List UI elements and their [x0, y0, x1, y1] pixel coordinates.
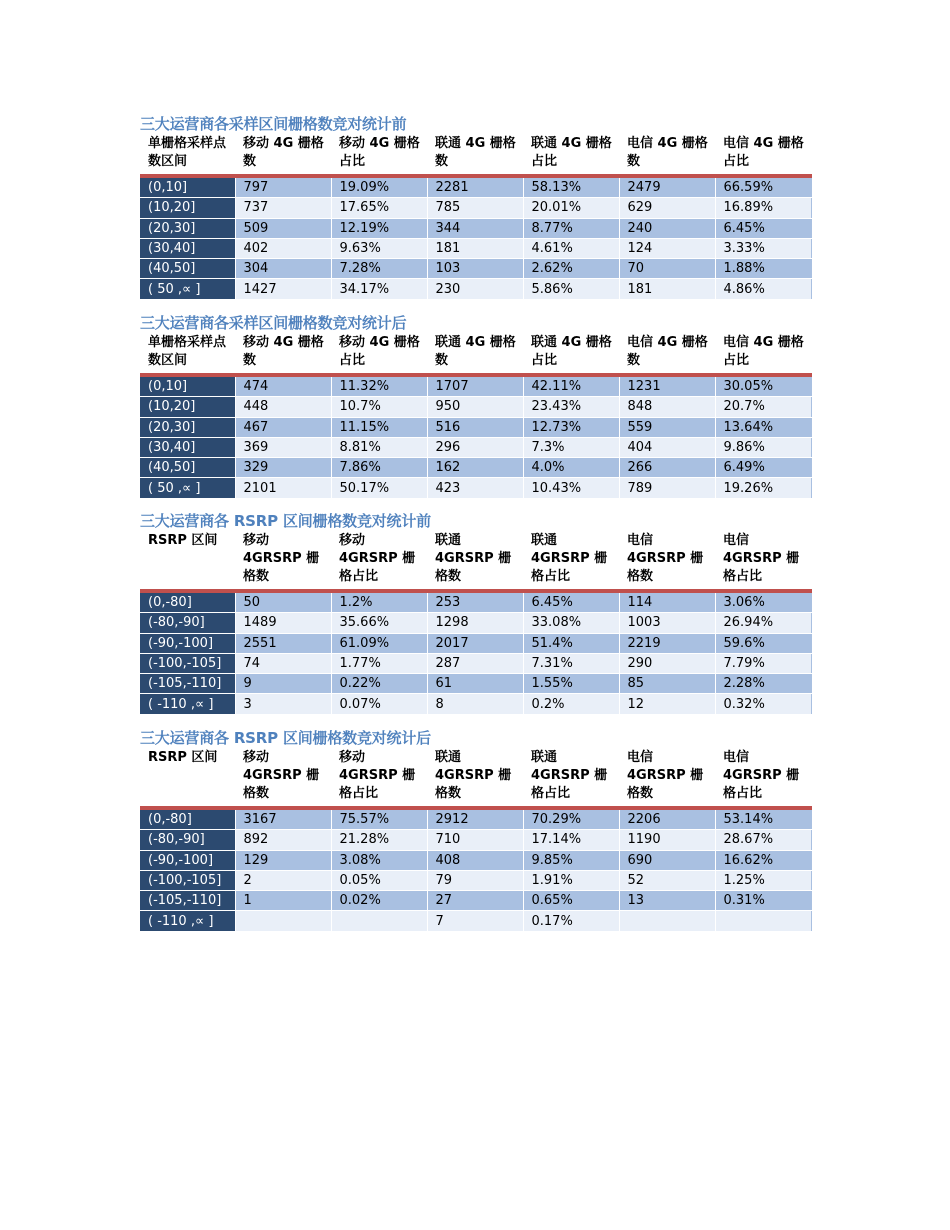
stats-table	[140, 334, 812, 499]
table-cell: 7	[427, 911, 523, 931]
table-cell: 3.06%	[715, 591, 811, 613]
table-cell: 2101	[235, 478, 331, 498]
table-cell: 710	[427, 830, 523, 850]
stats-table	[140, 532, 812, 715]
table-cell: 4.86%	[715, 279, 811, 299]
header-cell: 电信 4G 栅格数	[619, 135, 715, 176]
table-cell: 12	[619, 694, 715, 714]
table-cell: 0.07%	[331, 694, 427, 714]
table-cell: 8	[427, 694, 523, 714]
table-cell: 4.61%	[523, 238, 619, 258]
table-cell: 0.65%	[523, 891, 619, 911]
table-cell: 7.86%	[331, 458, 427, 478]
header-cell: 联通 4G 栅格数	[427, 334, 523, 375]
table-cell: 11.32%	[331, 375, 427, 397]
table-cell: 2017	[427, 633, 523, 653]
table-cell: 797	[235, 176, 331, 198]
table-cell: 12.73%	[523, 417, 619, 437]
table-cell: 329	[235, 458, 331, 478]
table-cell: 287	[427, 653, 523, 673]
table-cell: 59.6%	[715, 633, 811, 653]
table-row	[140, 279, 811, 299]
table-row	[140, 218, 811, 238]
row-label: (-100,-105]	[140, 870, 235, 890]
table-cell	[331, 911, 427, 931]
table-row	[140, 850, 811, 870]
table-cell: 1298	[427, 613, 523, 633]
table-row	[140, 478, 811, 498]
table-cell: 1.77%	[331, 653, 427, 673]
table-cell: 27	[427, 891, 523, 911]
table-cell: 1231	[619, 375, 715, 397]
row-label: (-100,-105]	[140, 653, 235, 673]
table-cell: 253	[427, 591, 523, 613]
table-cell: 785	[427, 198, 523, 218]
table-cell: 33.08%	[523, 613, 619, 633]
table-cell: 1427	[235, 279, 331, 299]
table-cell: 74	[235, 653, 331, 673]
table-cell: 0.2%	[523, 694, 619, 714]
header-cell: 联通 4GRSRP 栅格占比	[523, 749, 619, 808]
table-cell: 75.57%	[331, 808, 427, 830]
table-cell: 1.88%	[715, 259, 811, 279]
table-cell: 296	[427, 437, 523, 457]
table-row	[140, 613, 811, 633]
table-cell: 290	[619, 653, 715, 673]
table-cell: 0.31%	[715, 891, 811, 911]
header-cell: 联通 4G 栅格数	[427, 135, 523, 176]
table-row	[140, 259, 811, 279]
table-cell: 35.66%	[331, 613, 427, 633]
row-label: (20,30]	[140, 417, 235, 437]
table-cell: 85	[619, 674, 715, 694]
table-cell: 559	[619, 417, 715, 437]
table-row	[140, 891, 811, 911]
table-cell: 61.09%	[331, 633, 427, 653]
table-cell: 1190	[619, 830, 715, 850]
row-label: (40,50]	[140, 458, 235, 478]
table-cell: 50	[235, 591, 331, 613]
table-row	[140, 198, 811, 218]
table-cell: 3.33%	[715, 238, 811, 258]
header-cell: 移动 4GRSRP 栅格占比	[331, 749, 427, 808]
table-cell: 23.43%	[523, 397, 619, 417]
table-cell: 70	[619, 259, 715, 279]
table-cell: 5.86%	[523, 279, 619, 299]
table-row	[140, 417, 811, 437]
row-label: (-80,-90]	[140, 830, 235, 850]
header-cell: 联通 4G 栅格占比	[523, 334, 619, 375]
table-cell: 2219	[619, 633, 715, 653]
header-cell: RSRP 区间	[140, 532, 235, 591]
header-cell: 联通 4G 栅格占比	[523, 135, 619, 176]
table-cell: 789	[619, 478, 715, 498]
table-cell: 124	[619, 238, 715, 258]
table-cell: 950	[427, 397, 523, 417]
table-cell: 16.89%	[715, 198, 811, 218]
table-cell: 369	[235, 437, 331, 457]
header-cell: 电信 4GRSRP 栅格占比	[715, 749, 811, 808]
header-cell: 移动 4GRSRP 栅格占比	[331, 532, 427, 591]
table-cell: 70.29%	[523, 808, 619, 830]
table-cell: 0.22%	[331, 674, 427, 694]
table-section-sample-after	[140, 312, 810, 499]
table-cell: 20.01%	[523, 198, 619, 218]
table-cell: 2	[235, 870, 331, 890]
table-cell: 344	[427, 218, 523, 238]
table-row	[140, 176, 811, 198]
table-cell: 13	[619, 891, 715, 911]
table-cell: 10.43%	[523, 478, 619, 498]
table-row	[140, 375, 811, 397]
table-cell: 0.17%	[523, 911, 619, 931]
header-cell: 移动 4GRSRP 栅格数	[235, 749, 331, 808]
table-cell: 12.19%	[331, 218, 427, 238]
header-cell: 联通 4GRSRP 栅格数	[427, 749, 523, 808]
table-cell: 34.17%	[331, 279, 427, 299]
table-cell: 53.14%	[715, 808, 811, 830]
table-cell: 2.28%	[715, 674, 811, 694]
row-label: (10,20]	[140, 198, 235, 218]
stats-table	[140, 135, 812, 300]
table-cell: 26.94%	[715, 613, 811, 633]
table-cell: 6.45%	[715, 218, 811, 238]
header-cell: 单栅格采样点数区间	[140, 135, 235, 176]
table-row	[140, 830, 811, 850]
table-cell: 42.11%	[523, 375, 619, 397]
table-cell: 1.25%	[715, 870, 811, 890]
table-cell: 2912	[427, 808, 523, 830]
table-cell: 2479	[619, 176, 715, 198]
table-cell: 474	[235, 375, 331, 397]
table-cell: 0.32%	[715, 694, 811, 714]
row-label: ( -110 ,∝ ]	[140, 694, 235, 714]
table-cell: 162	[427, 458, 523, 478]
table-cell: 19.26%	[715, 478, 811, 498]
row-label: (-105,-110]	[140, 891, 235, 911]
header-cell: 电信 4GRSRP 栅格数	[619, 749, 715, 808]
table-section-rsrp-after	[140, 727, 810, 932]
row-label: (30,40]	[140, 238, 235, 258]
row-label: ( 50 ,∝ ]	[140, 478, 235, 498]
table-cell: 0.02%	[331, 891, 427, 911]
row-label: (-90,-100]	[140, 850, 235, 870]
table-cell: 467	[235, 417, 331, 437]
table-cell: 2206	[619, 808, 715, 830]
row-label: (-105,-110]	[140, 674, 235, 694]
table-cell: 7.31%	[523, 653, 619, 673]
table-cell: 50.17%	[331, 478, 427, 498]
row-label: (10,20]	[140, 397, 235, 417]
table-row	[140, 397, 811, 417]
table-cell: 516	[427, 417, 523, 437]
table-cell	[235, 911, 331, 931]
table-cell: 8.81%	[331, 437, 427, 457]
table-cell: 629	[619, 198, 715, 218]
table-cell: 737	[235, 198, 331, 218]
table-cell: 3.08%	[331, 850, 427, 870]
table-row	[140, 458, 811, 478]
table-cell: 848	[619, 397, 715, 417]
table-cell: 8.77%	[523, 218, 619, 238]
table-cell: 66.59%	[715, 176, 811, 198]
table-cell: 2281	[427, 176, 523, 198]
table-cell: 1.55%	[523, 674, 619, 694]
table-cell: 892	[235, 830, 331, 850]
table-title: 三大运营商各采样区间栅格数竞对统计前	[140, 115, 407, 133]
table-title: 三大运营商各 RSRP 区间栅格数竞对统计后	[140, 729, 431, 747]
table-cell: 2.62%	[523, 259, 619, 279]
table-cell: 9.86%	[715, 437, 811, 457]
table-cell: 58.13%	[523, 176, 619, 198]
table-row	[140, 694, 811, 714]
table-cell: 304	[235, 259, 331, 279]
header-cell: 移动 4G 栅格数	[235, 334, 331, 375]
table-cell: 423	[427, 478, 523, 498]
table-cell: 6.45%	[523, 591, 619, 613]
table-cell: 129	[235, 850, 331, 870]
table-title: 三大运营商各 RSRP 区间栅格数竞对统计前	[140, 512, 431, 530]
table-cell: 79	[427, 870, 523, 890]
header-cell: 电信 4GRSRP 栅格数	[619, 532, 715, 591]
table-cell: 13.64%	[715, 417, 811, 437]
table-row	[140, 674, 811, 694]
table-row	[140, 911, 811, 931]
header-cell: 电信 4G 栅格占比	[715, 135, 811, 176]
table-cell: 9.85%	[523, 850, 619, 870]
table-cell: 408	[427, 850, 523, 870]
table-cell: 181	[427, 238, 523, 258]
table-cell: 9.63%	[331, 238, 427, 258]
row-label: (0,-80]	[140, 591, 235, 613]
table-cell: 240	[619, 218, 715, 238]
table-cell: 16.62%	[715, 850, 811, 870]
table-cell: 230	[427, 279, 523, 299]
table-cell: 20.7%	[715, 397, 811, 417]
table-cell: 181	[619, 279, 715, 299]
table-cell: 28.67%	[715, 830, 811, 850]
table-cell: 17.65%	[331, 198, 427, 218]
table-cell: 21.28%	[331, 830, 427, 850]
header-cell: 电信 4GRSRP 栅格占比	[715, 532, 811, 591]
table-cell: 114	[619, 591, 715, 613]
row-label: (20,30]	[140, 218, 235, 238]
table-cell: 17.14%	[523, 830, 619, 850]
table-cell: 6.49%	[715, 458, 811, 478]
table-cell: 103	[427, 259, 523, 279]
table-cell: 402	[235, 238, 331, 258]
row-label: (30,40]	[140, 437, 235, 457]
table-cell: 448	[235, 397, 331, 417]
header-cell: RSRP 区间	[140, 749, 235, 808]
row-label: (0,-80]	[140, 808, 235, 830]
header-cell: 移动 4G 栅格数	[235, 135, 331, 176]
table-section-rsrp-before	[140, 510, 810, 715]
header-cell: 移动 4G 栅格占比	[331, 334, 427, 375]
table-cell: 10.7%	[331, 397, 427, 417]
table-cell: 9	[235, 674, 331, 694]
header-cell: 电信 4G 栅格占比	[715, 334, 811, 375]
table-cell: 7.3%	[523, 437, 619, 457]
table-cell	[715, 911, 811, 931]
table-row	[140, 870, 811, 890]
header-cell: 单栅格采样点数区间	[140, 334, 235, 375]
row-label: ( -110 ,∝ ]	[140, 911, 235, 931]
table-section-sample-before	[140, 113, 810, 300]
table-cell: 1489	[235, 613, 331, 633]
table-cell: 1	[235, 891, 331, 911]
table-row	[140, 437, 811, 457]
table-cell: 266	[619, 458, 715, 478]
table-cell	[619, 911, 715, 931]
table-cell: 509	[235, 218, 331, 238]
row-label: (0,10]	[140, 176, 235, 198]
table-cell: 61	[427, 674, 523, 694]
header-cell: 电信 4G 栅格数	[619, 334, 715, 375]
header-cell: 联通 4GRSRP 栅格数	[427, 532, 523, 591]
row-label: ( 50 ,∝ ]	[140, 279, 235, 299]
row-label: (-80,-90]	[140, 613, 235, 633]
table-row	[140, 238, 811, 258]
table-cell: 1.2%	[331, 591, 427, 613]
table-row	[140, 591, 811, 613]
table-cell: 3167	[235, 808, 331, 830]
row-label: (-90,-100]	[140, 633, 235, 653]
table-cell: 7.28%	[331, 259, 427, 279]
table-cell: 19.09%	[331, 176, 427, 198]
table-cell: 1003	[619, 613, 715, 633]
table-title: 三大运营商各采样区间栅格数竞对统计后	[140, 314, 407, 332]
header-cell: 移动 4G 栅格占比	[331, 135, 427, 176]
table-cell: 52	[619, 870, 715, 890]
header-cell: 移动 4GRSRP 栅格数	[235, 532, 331, 591]
table-row	[140, 633, 811, 653]
table-cell: 3	[235, 694, 331, 714]
table-row	[140, 808, 811, 830]
header-cell: 联通 4GRSRP 栅格占比	[523, 532, 619, 591]
table-cell: 404	[619, 437, 715, 457]
table-cell: 51.4%	[523, 633, 619, 653]
table-cell: 7.79%	[715, 653, 811, 673]
table-cell: 690	[619, 850, 715, 870]
table-cell: 1707	[427, 375, 523, 397]
table-cell: 4.0%	[523, 458, 619, 478]
table-cell: 30.05%	[715, 375, 811, 397]
table-row	[140, 653, 811, 673]
stats-table	[140, 749, 812, 932]
table-cell: 2551	[235, 633, 331, 653]
table-cell: 1.91%	[523, 870, 619, 890]
row-label: (0,10]	[140, 375, 235, 397]
row-label: (40,50]	[140, 259, 235, 279]
table-cell: 11.15%	[331, 417, 427, 437]
table-cell: 0.05%	[331, 870, 427, 890]
